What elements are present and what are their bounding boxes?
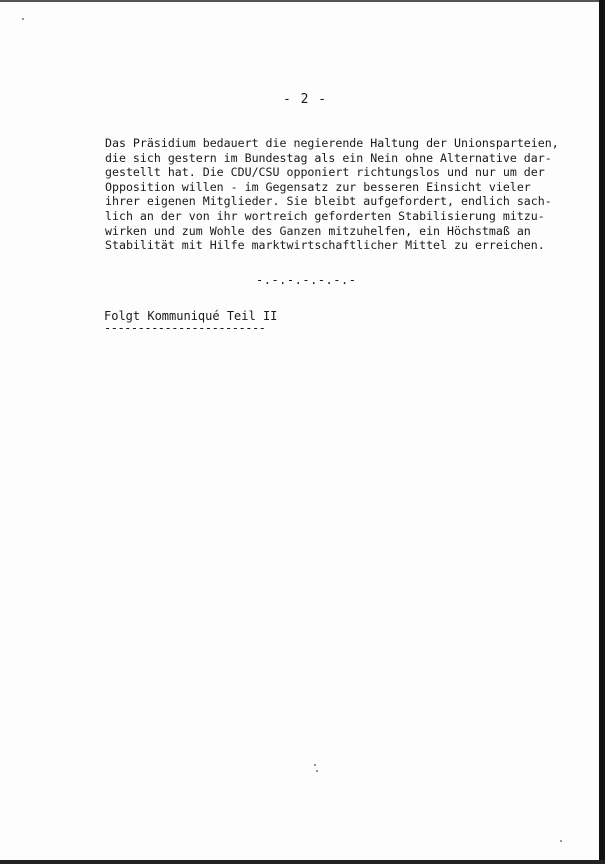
scan-speck: [316, 770, 318, 772]
paragraph-line: Opposition willen - im Gegensatz zur besseren Einsicht vieler: [105, 179, 531, 194]
paragraph-line: die sich gestern im Bundestag als ein Nein ohne Alternative dar-: [105, 150, 552, 165]
scan-speck: [314, 764, 316, 766]
scan-speck: [560, 840, 562, 842]
paragraph-line: Das Präsidium bedauert die negierende Haltung der Unionsparteien,: [105, 136, 559, 150]
paragraph-line: Stabilität mit Hilfe marktwirtschaftlicher Mittel zu erreichen.: [105, 238, 545, 253]
paragraph-line: gestellt hat. Die CDU/CSU opponiert richtungslos und nur um der: [105, 165, 545, 180]
body-paragraph: [105, 136, 580, 253]
paragraph-line: wirken und zum Wohle des Ganzen mitzuhelfen, ein Höchstmaß an: [105, 223, 531, 238]
page-number: - 2 -: [283, 92, 328, 107]
paragraph-line: lich an der von ihr wortreich geforderten Stabilisierung mitzu-: [105, 208, 545, 223]
footer-note: [104, 309, 277, 333]
scan-edge-top: [0, 0, 605, 2]
scan-edge-bottom: [0, 860, 605, 864]
paragraph-line: ihrer eigenen Mitglieder. Sie bleibt aufgefordert, endlich sach-: [105, 194, 552, 209]
section-separator: -.-.-.-.-.-.-: [256, 273, 357, 287]
scan-speck: [22, 18, 24, 20]
footer-underline: ------------------------: [104, 321, 266, 335]
footer-text: Folgt Kommuniqué Teil II: [104, 309, 278, 323]
scan-edge-right: [599, 0, 605, 864]
